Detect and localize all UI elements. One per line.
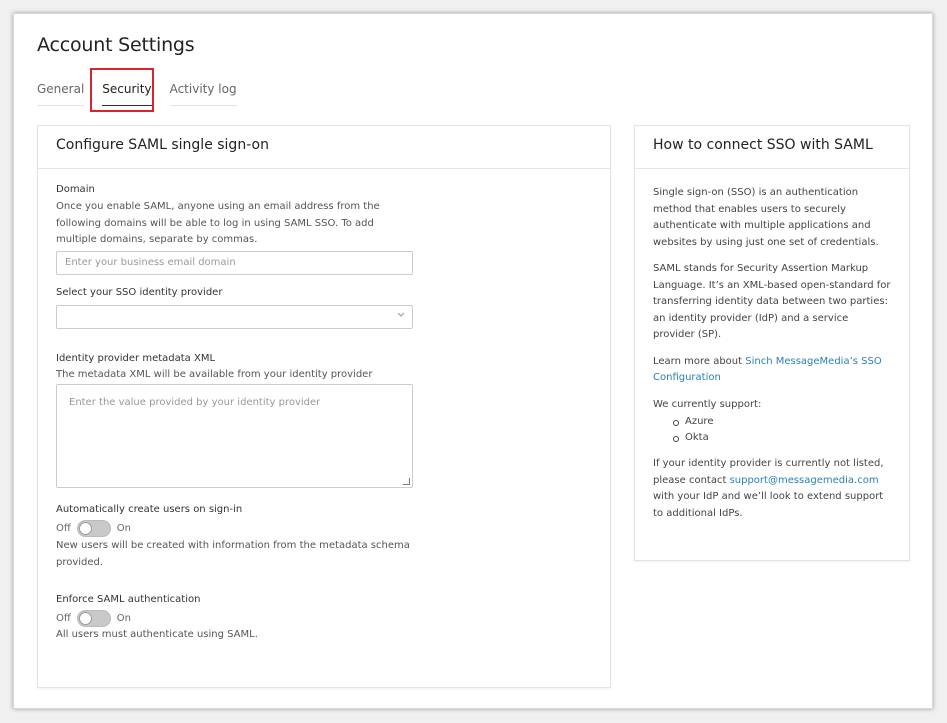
auto-create-toggle-row xyxy=(56,519,592,537)
provider-label: Select your SSO identity provider xyxy=(56,286,223,298)
auto-create-label: Automatically create users on sign-in xyxy=(56,504,243,515)
auto-create-help: New users will be created with information from the metadata schema provided. xyxy=(56,540,410,568)
supported-list xyxy=(653,414,891,446)
saml-card-title: Configure SAML single sign-on xyxy=(38,126,610,169)
app-window xyxy=(13,13,933,709)
sso-config-link[interactable]: Sinch MessageMedia’s SSO Configuration xyxy=(653,355,882,383)
enforce-off-label: Off xyxy=(56,612,71,624)
supported-heading: We currently support: xyxy=(653,398,762,410)
tab-security[interactable]: Security xyxy=(102,80,151,106)
resize-handle-icon[interactable] xyxy=(403,478,410,485)
page-title: Account Settings xyxy=(37,34,195,56)
contact-suffix: with your IdP and we’ll look to extend support to additional IdPs. xyxy=(653,491,884,519)
domain-help: Once you enable SAML, anyone using an email address from the following domains will be able to log in using SAML SSO. To add multiple domains, separate by commas. xyxy=(56,201,380,245)
learn-more-prefix: Learn more about xyxy=(653,355,746,367)
toggle-knob xyxy=(79,612,92,625)
metadata-placeholder: Enter the value provided by your identity provider xyxy=(69,397,321,408)
saml-config-card xyxy=(37,125,611,688)
toggle-knob xyxy=(79,522,92,535)
howto-title: How to connect SSO with SAML xyxy=(635,126,909,169)
enforce-on-label: On xyxy=(116,612,131,624)
howto-paragraph-sso: Single sign-on (SSO) is an authentication method that enables users to securely authenticate with multiple applications and websites by using just one set of credentials. xyxy=(653,187,879,248)
domain-input[interactable]: Enter your business email domain xyxy=(56,251,413,275)
auto-create-toggle[interactable] xyxy=(77,520,111,537)
provider-select[interactable] xyxy=(56,305,413,329)
metadata-help: The metadata XML will be available from your identity provider xyxy=(56,368,373,380)
tab-general[interactable]: General xyxy=(37,80,84,106)
enforce-help: All users must authenticate using SAML. xyxy=(56,629,258,640)
auto-create-on-label: On xyxy=(116,522,131,534)
metadata-label: Identity provider metadata XML xyxy=(56,352,216,364)
contact-prefix: If your identity provider is currently not listed, please contact xyxy=(653,458,884,486)
list-item: Azure xyxy=(685,414,891,430)
metadata-textarea[interactable] xyxy=(56,384,413,488)
contact-paragraph xyxy=(653,456,891,522)
tab-highlight-box xyxy=(90,68,154,112)
list-item: Okta xyxy=(685,430,891,446)
domain-label: Domain xyxy=(56,184,95,195)
howto-paragraph-saml: SAML stands for Security Assertion Markup Language. It’s an XML-based open-standard for transferring identity data between two parties: an identity provider (IdP) and a service provider (SP). xyxy=(653,263,891,340)
chevron-down-icon xyxy=(396,309,406,322)
support-email-link[interactable]: support@messagemedia.com xyxy=(729,474,879,486)
howto-learn-more xyxy=(653,354,891,387)
tab-activity-log[interactable]: Activity log xyxy=(170,80,237,106)
enforce-toggle[interactable] xyxy=(77,610,111,627)
enforce-toggle-row xyxy=(56,609,592,627)
auto-create-off-label: Off xyxy=(56,522,71,534)
howto-card xyxy=(634,125,910,561)
enforce-label: Enforce SAML authentication xyxy=(56,594,201,605)
